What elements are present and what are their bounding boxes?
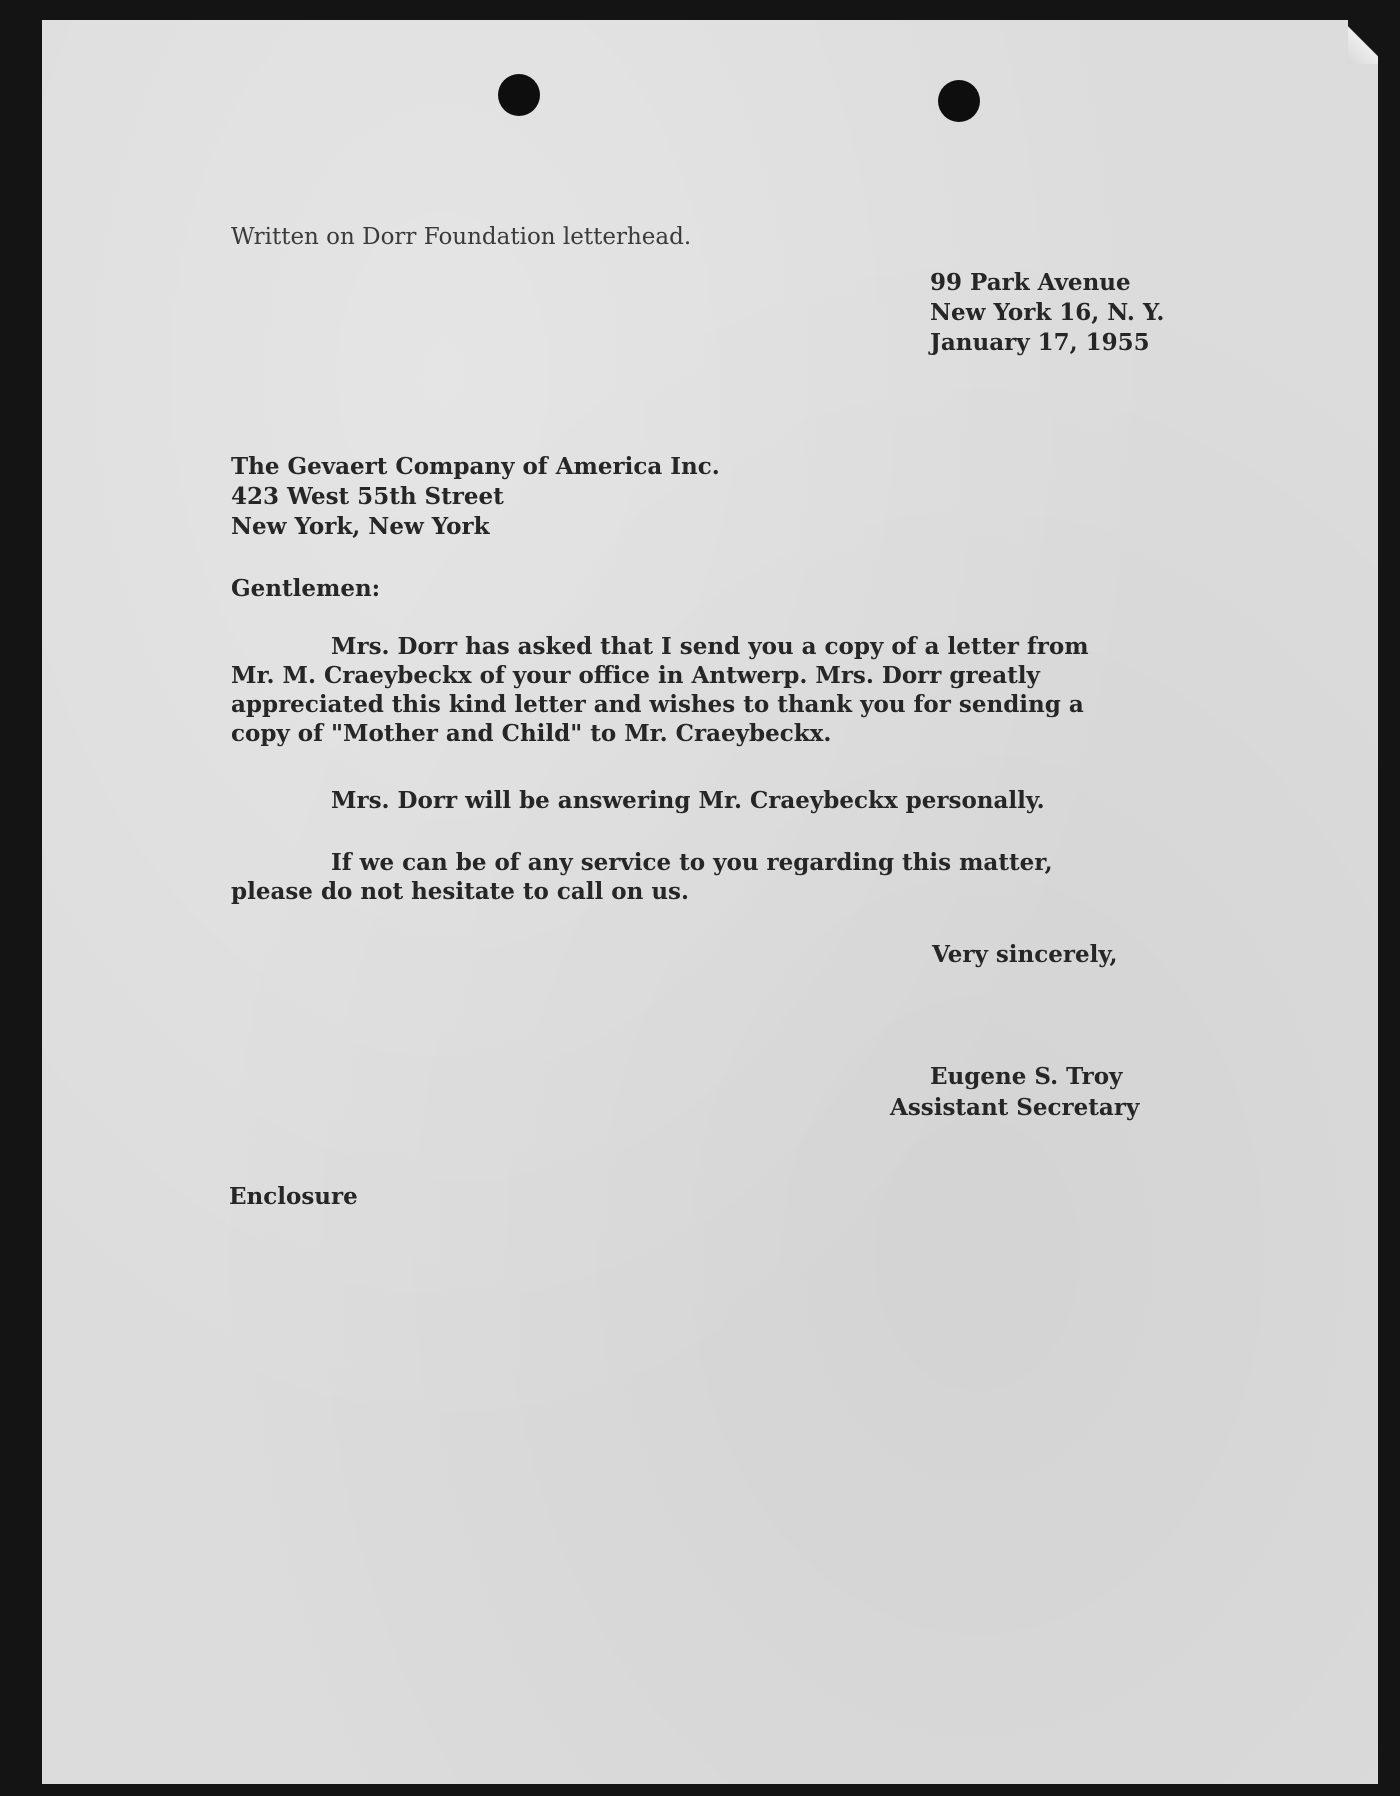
complimentary-closing: Very sincerely,: [932, 941, 1118, 968]
body-paragraph-3: [231, 848, 1053, 906]
paragraph-line: If we can be of any service to you regarding this matter,: [331, 849, 1053, 876]
signer-title: Assistant Secretary: [890, 1094, 1140, 1121]
signer-name: Eugene S. Troy: [930, 1063, 1123, 1090]
letterhead-note: Written on Dorr Foundation letterhead.: [231, 224, 692, 250]
recipient-company: The Gevaert Company of America Inc.: [231, 453, 720, 480]
letter-date: January 17, 1955: [930, 329, 1150, 356]
sender-street: 99 Park Avenue: [930, 269, 1131, 296]
recipient-city: New York, New York: [231, 513, 490, 540]
paragraph-line: Mrs. Dorr has asked that I send you a copy of a letter from: [331, 633, 1089, 660]
recipient-address-block: [231, 452, 720, 542]
punch-hole-left: [498, 74, 540, 116]
paragraph-line: Mr. M. Craeybeckx of your office in Antwerp. Mrs. Dorr greatly: [231, 662, 1040, 689]
punch-hole-right: [938, 80, 980, 122]
salutation: Gentlemen:: [231, 575, 381, 602]
sender-city: New York 16, N. Y.: [930, 299, 1165, 326]
enclosure-notation: Enclosure: [229, 1183, 358, 1210]
paragraph-line: appreciated this kind letter and wishes to thank you for sending a: [231, 691, 1084, 718]
sender-address-block: [930, 268, 1164, 358]
torn-corner: [1348, 20, 1378, 64]
paragraph-line: copy of "Mother and Child" to Mr. Craeybeckx.: [231, 720, 832, 747]
body-paragraph-1: [231, 632, 1089, 748]
recipient-street: 423 West 55th Street: [231, 483, 504, 510]
paragraph-line: please do not hesitate to call on us.: [231, 878, 690, 905]
body-paragraph-2: Mrs. Dorr will be answering Mr. Craeybeckx personally.: [331, 787, 1045, 814]
